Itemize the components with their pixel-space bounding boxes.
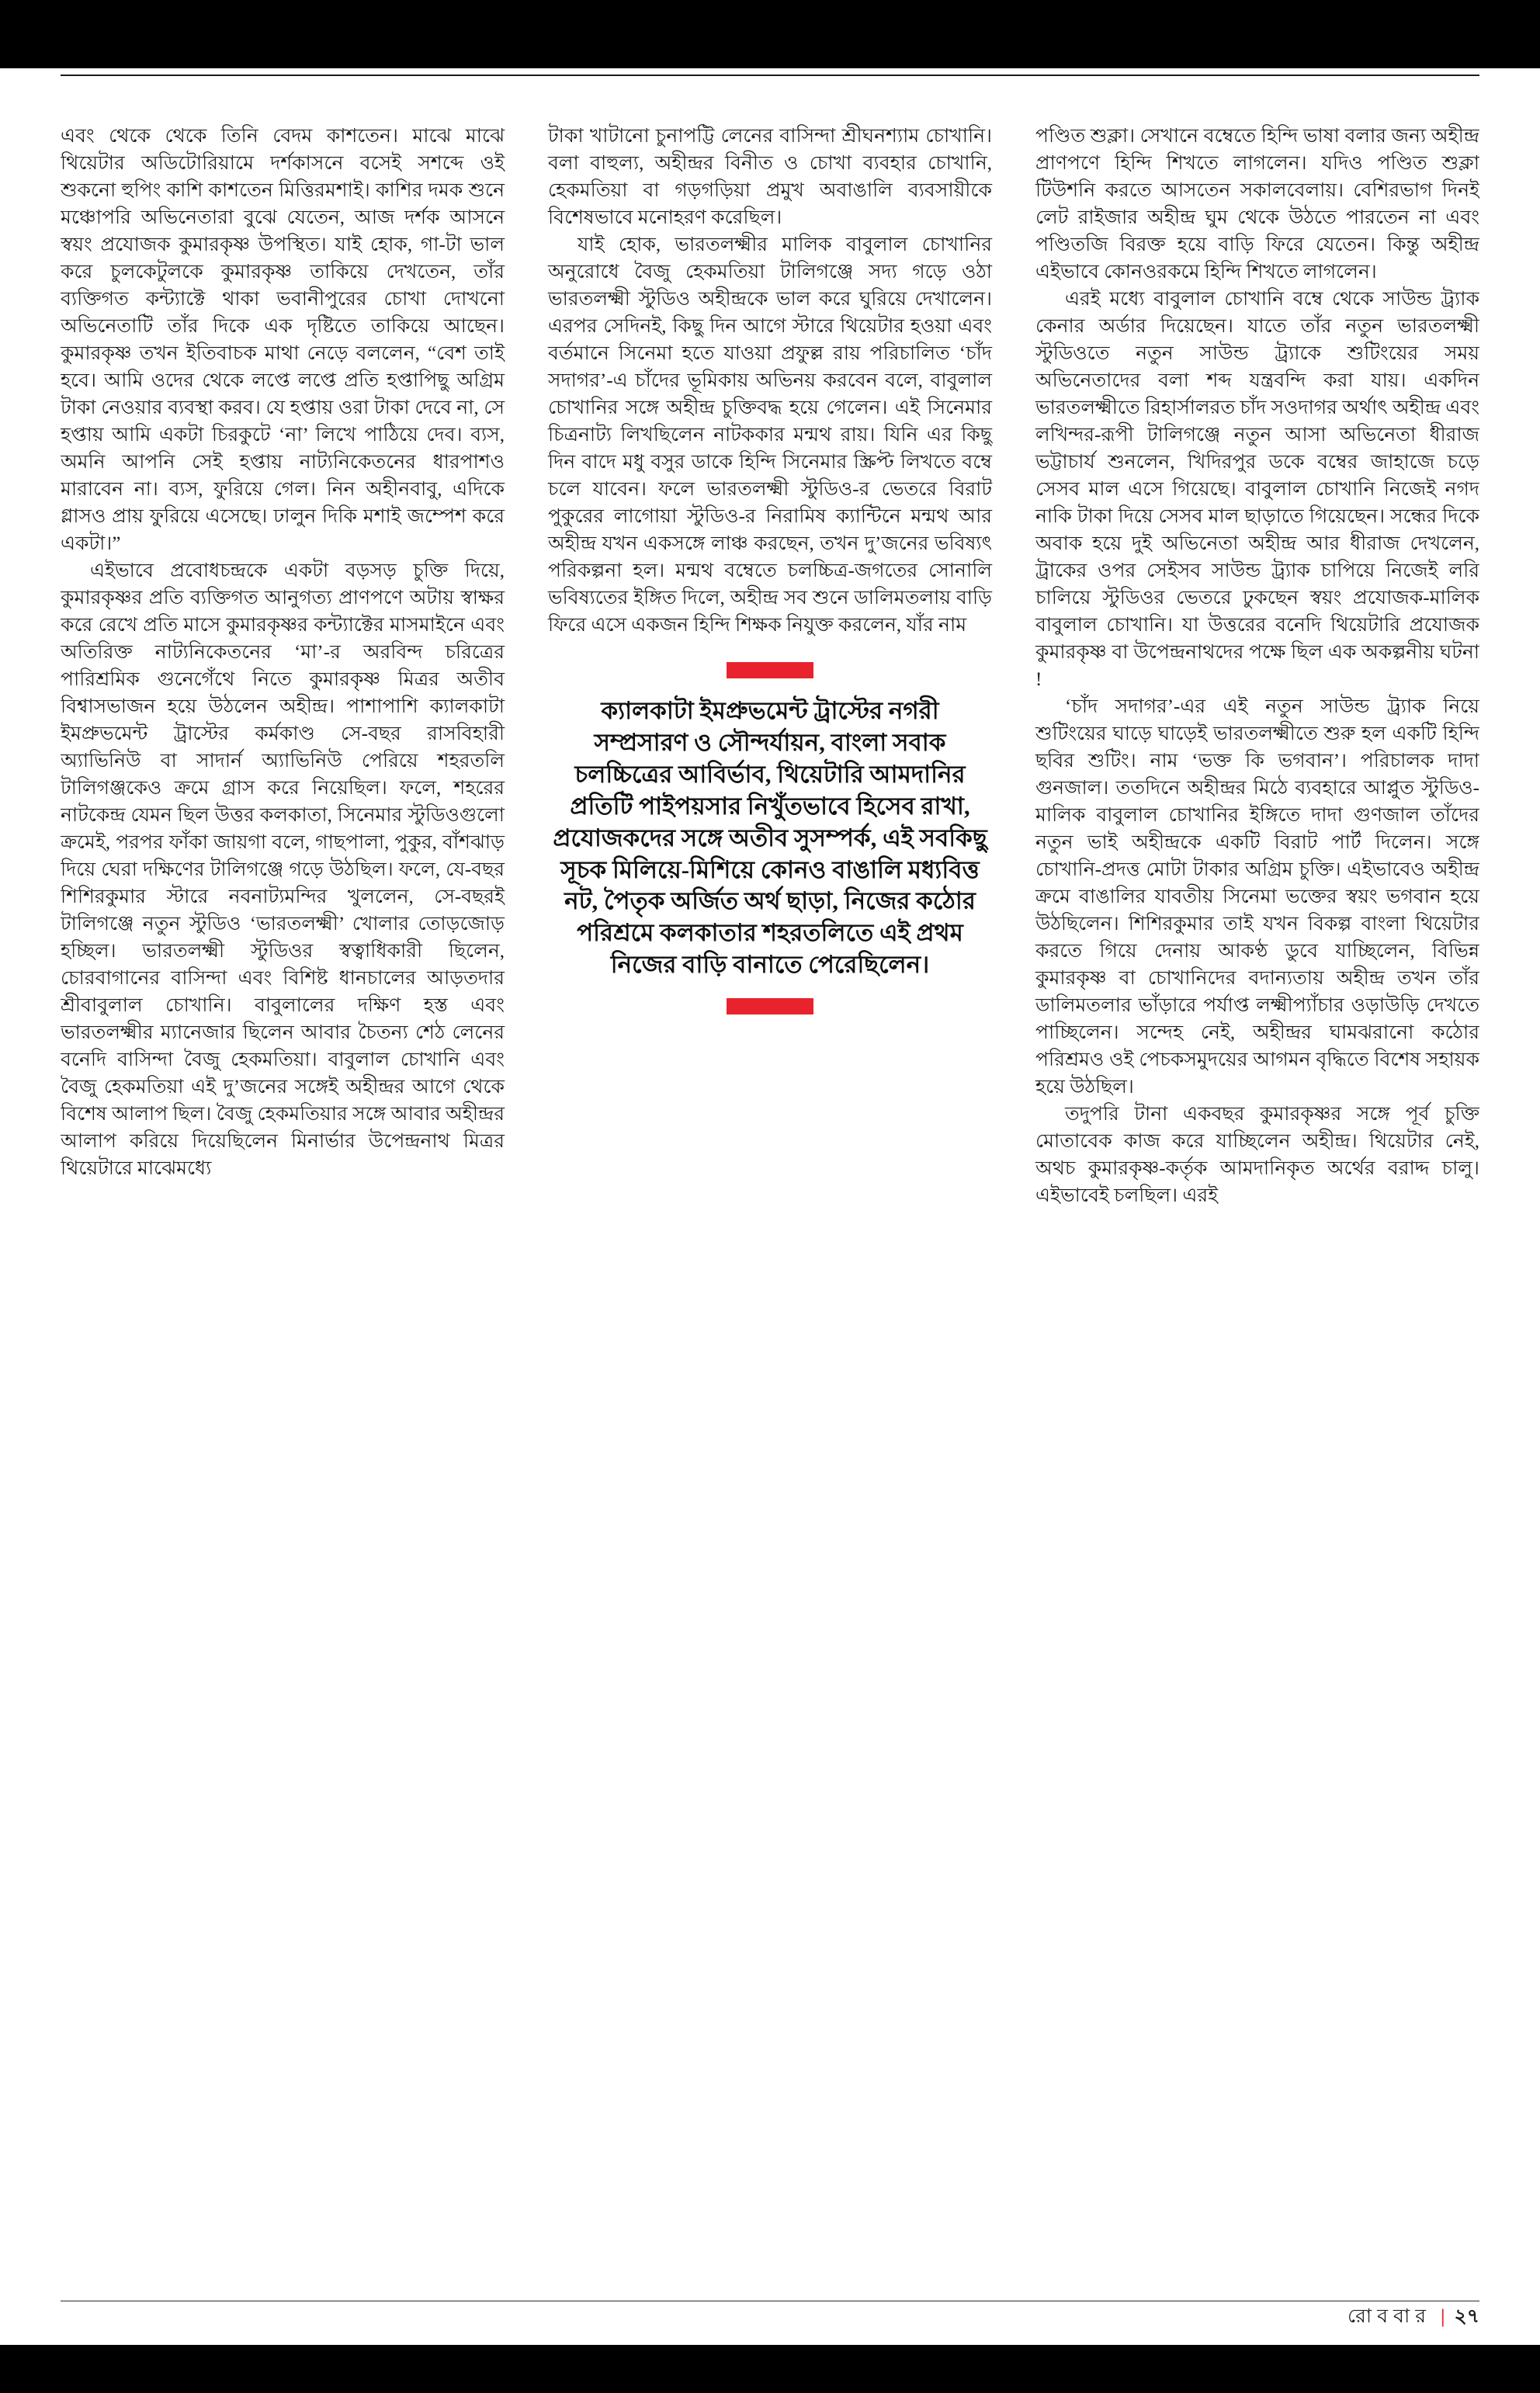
body-paragraph: এবং থেকে থেকে তিনি বেদম কাশতেন। মাঝে মাঝে থিয়েটার অডিটোরিয়ামে দর্শকাসনে বসেই সশব্দে ওই শুকনো হুপিং কাশি কাশতেন মিত্তিরমশাই। কাশির দমক শুনে মঞ্চোপরি অভিনেতারা বুঝে যেতেন, আজ দর্শক আসনে স্বয়ং প্রযোজক কুমারকৃষ্ণ উপস্থিত। যাই হোক, গা-টা ভাল করে চুলকেটুলকে কুমারকৃষ্ণ তাকিয়ে দেখতেন, তাঁর ব্যক্তিগত কন্ট্যাক্টে থাকা ভবানীপুরের চোখা দোখনো অভিনেতাটি তাঁর দিকে এক দৃষ্টিতে তাকিয়ে আছেন। কুমারকৃষ্ণ তখন ইতিবাচক মাথা নেড়ে বললেন, “বেশ তাই হবে। আমি ওদের থেকে লপ্তে লপ্তে প্রতি হপ্তাপিছু অগ্রিম টাকা নেওয়ার ব্যবস্থা করব। যে হপ্তায় ওরা টাকা দেবে না, সে হপ্তায় আমি একটা চিরকুটে ‘না’ লিখে পাঠিয়ে দেব। ব্যস, অমনি আপনি সেই হপ্তায় নাট্যনিকেতনের ধারপাশও মারাবেন না। ব্যস, ফুরিয়ে গেল। নিন অহীনবাবু, এদিকে গ্লাসও প্রায় ফুরিয়ে এসেছে। ঢালুন দিকি মশাই জম্পেশ করে একটা।” [61,126,505,554]
pullquote-text: ক্যালকাটা ইমপ্রুভমেন্ট ট্রাস্টের নগরী সম্প্রসারণ ও সৌন্দর্যায়ন, বাংলা সবাক চলচ্চিত্রের আবির্ভাব, থিয়েটারি আমদানির প্রতিটি পাইপয়সার নিখুঁতভাবে হিসেব রাখা, প্রযোজকদের সঙ্গে অতীব সুসম্পর্ক, এই সবকিছু সূচক মিলিয়ে-মিশিয়ে কোনও বাঙালি মধ্যবিত্ত নট, পৈতৃক অর্জিত অর্থ ছাড়া, নিজের কঠোর পরিশ্রমে কলকাতার শহরতলিতে এই প্রথম নিজের বাড়ি বানাতে পেরেছিলেন। [553,697,987,979]
page-footer [1348,2301,1479,2334]
footer-divider: | [1440,2306,1445,2327]
body-paragraph: টাকা খাটানো চুনাপট্টি লেনের বাসিন্দা শ্রীঘনশ্যাম চোখানি। বলা বাহুল্য, অহীন্দ্রর বিনীত ও চোখা ব্যবহার চোখানি, হেকমতিয়া বা গড়গড়িয়া প্রমুখ অবাঙালি ব্যবসায়ীকে বিশেষভাবে মনোহরণ করেছিল। [548,126,992,228]
column-3 [1035,123,1479,2288]
pull-quote [553,662,987,1014]
column-2 [548,123,992,2288]
body-paragraph: পণ্ডিত শুক্লা। সেখানে বম্বেতে হিন্দি ভাষা বলার জন্য অহীন্দ্র প্রাণপণে হিন্দি শিখতে লাগলেন। যদিও পণ্ডিত শুক্লা টিউশনি করতে আসতেন সকালবেলায়। বেশিরভাগ দিনই লেট রাইজার অহীন্দ্র ঘুম থেকে উঠতে পারতেন না এবং পণ্ডিতজি বিরক্ত হয়ে বাড়ি ফিরে যেতেন। কিন্তু অহীন্দ্র এইভাবে কোনওরকমে হিন্দি শিখতে লাগলেন। [1035,126,1479,283]
top-black-bar [0,0,1540,68]
page-number: ২৭ [1454,2306,1479,2327]
body-paragraph: তদুপরি টানা একবছর কুমারকৃষ্ণর সঙ্গে পূর্ব চুক্তি মোতাবেক কাজ করে যাচ্ছিলেন অহীন্দ্র। থিয়েটার নেই, অথচ কুমারকৃষ্ণ-কর্তৃক আমদানিকৃত অর্থের বরাদ্দ চালু। এইভাবেই চলছিল। এরই [1035,1104,1479,1206]
pullquote-bottom-red-bar [727,998,813,1014]
magazine-name: রোববার [1347,2306,1431,2327]
column-1 [61,123,505,2288]
pullquote-top-red-bar [727,662,813,678]
body-paragraph: এরই মধ্যে বাবুলাল চোখানি বম্বে থেকে সাউন্ড ট্র্যাক কেনার অর্ডার দিয়েছেন। যাতে তাঁর নতুন ভারতলক্ষ্মী স্টুডিওতে নতুন সাউন্ড ট্র্যাকে শুটিংয়ের সময় অভিনেতাদের বলা শব্দ যন্ত্রবন্দি করা যায়। একদিন ভারতলক্ষ্মীতে রিহার্সালরত চাঁদ সওদাগর অর্থাৎ অহীন্দ্র এবং লখিন্দর-রূপী টালিগঞ্জে নতুন আসা অভিনেতা ধীরাজ ভট্টাচার্য শুনলেন, খিদিরপুর ডকে বম্বের জাহাজে চড়ে সেসব মাল এসে গিয়েছে। বাবুলাল চোখানি নিজেই নগদ নাকি টাকা দিয়ে সেসব মাল ছাড়াতে গিয়েছেন। সন্ধের দিকে অবাক হয়ে দুই অভিনেতা অহীন্দ্র আর ধীরাজ দেখলেন, ট্রাকের ওপর সেইসব সাউন্ড ট্র্যাক চাপিয়ে নিজেই লরি চালিয়ে স্টুডিওর ভেতরে ঢুকছেন স্বয়ং প্রযোজক-মালিক বাবুলাল চোখানি। যা উত্তরের বনেদি থিয়েটারি প্রযোজক কুমারকৃষ্ণ বা উপেন্দ্রনাথদের পক্ষে ছিল এক অকল্পনীয় ঘটনা ! [1035,289,1479,690]
body-paragraph: এইভাবে প্রবোধচন্দ্রকে একটা বড়সড় চুক্তি দিয়ে, কুমারকৃষ্ণর প্রতি ব্যক্তিগত আনুগত্য প্রাণপণে অটায় স্বাক্ষর করে রেখে প্রতি মাসে কুমারকৃষ্ণর কন্ট্যাক্টের মাসমাইনে এবং অতিরিক্ত নাট্যনিকেতনের ‘মা’-র অরবিন্দ চরিত্রের পারিশ্রমিক গুনেগেঁথে নিতে কুমারকৃষ্ণ মিত্রর অতীব বিশ্বাসভাজন হয়ে উঠলেন অহীন্দ্র। পাশাপাশি ক্যালকাটা ইমপ্রুভমেন্ট ট্রাস্টের কর্মকাণ্ড সে-বছর রাসবিহারী অ্যাভিনিউ বা সাদার্ন অ্যাভিনিউ পেরিয়ে শহরতলি টালিগঞ্জকেও ক্রমে গ্রাস করে নিয়েছিল। ফলে, শহরের নাটকেন্দ্র যেমন ছিল উত্তর কলকাতা, সিনেমার স্টুডিওগুলো ক্রমেই, পরপর ফাঁকা জায়গা বলে, গাছপালা, পুকুর, বাঁশঝাড় দিয়ে ঘেরা দক্ষিণের টালিগঞ্জে গড়ে উঠছিল। ফলে, যে-বছর শিশিরকুমার স্টারে নবনাট্যমন্দির খুললেন, সে-বছরই টালিগঞ্জে নতুন স্টুডিও ‘ভারতলক্ষ্মী’ খোলার তোড়জোড় হচ্ছিল। ভারতলক্ষ্মী স্টুডিওর স্বত্বাধিকারী ছিলেন, চোরবাগানের বাসিন্দা এবং বিশিষ্ট ধানচালের আড়তদার শ্রীবাবুলাল চোখানি। বাবুলালের দক্ষিণ হস্ত এবং ভারতলক্ষ্মীর ম্যানেজার ছিলেন আবার চৈতন্য শেঠ লেনের বনেদি বাসিন্দা বৈজু হেকমতিয়া। বাবুলাল চোখানি এবং বৈজু হেকমতিয়া এই দু’জনের সঙ্গেই অহীন্দ্রর আগে থেকে বিশেষ আলাপ ছিল। বৈজু হেকমতিয়ার সঙ্গে আবার অহীন্দ্রর আলাপ করিয়ে দিয়েছিলেন মিনার্ভার উপেন্দ্রনাথ মিত্রর থিয়েটারে মাঝেমধ্যে [61,560,505,1179]
top-rule [61,75,1479,76]
body-paragraph: ‘চাঁদ সদাগর’-এর এই নতুন সাউন্ড ট্র্যাক নিয়ে শুটিংয়ের ঘাড়ে ঘাড়েই ভারতলক্ষ্মীতে শুরু হল একটি হিন্দি ছবির শুটিং। নাম ‘ভক্ত কি ভগবান’। পরিচালক দাদা গুনজাল। ততদিনে অহীন্দ্রর মিঠে ব্যবহারে আপ্লুত স্টুডিও-মালিক বাবুলাল চোখানির ইঙ্গিতে দাদা গুণজাল তাঁদের নতুন ভাই অহীন্দ্রকে একটি বিরাট পার্ট দিলেন। সঙ্গে চোখানি-প্রদত্ত মোটা টাকার অগ্রিম চুক্তি। এইভাবেও অহীন্দ্র ক্রমে বাঙালির যাবতীয় সিনেমা ভক্তের স্বয়ং ভগবান হয়ে উঠছিলেন। শিশিরকুমার তাই যখন বিকল্প বাংলা থিয়েটার করতে গিয়ে দেনায় আকণ্ঠ ডুবে যাচ্ছিলেন, বিভিন্ন কুমারকৃষ্ণ বা চোখানিদের বদান্যতায় অহীন্দ্র তখন তাঁর ডালিমতলার ভাঁড়ারে পর্যাপ্ত লক্ষ্মীপ্যাঁচার ওড়াউড়ি দেখতে পাচ্ছিলেন। সন্দেহ নেই, অহীন্দ্রর ঘামঝরানো কঠোর পরিশ্রমও ওই পেচকসমুদয়ের আগমন বৃদ্ধিতে বিশেষ সহায়ক হয়ে উঠছিল। [1035,696,1479,1098]
article-columns [61,123,1479,2288]
body-paragraph: যাই হোক, ভারতলক্ষ্মীর মালিক বাবুলাল চোখানির অনুরোধে বৈজু হেকমতিয়া টালিগঞ্জে সদ্য গড়ে ওঠা ভারতলক্ষ্মী স্টুডিও অহীন্দ্রকে ভাল করে ঘুরিয়ে দেখালেন। এরপর সেদিনই, কিছু দিন আগে স্টারে থিয়েটার হওয়া এবং বর্তমানে সিনেমা হতে যাওয়া প্রফুল্ল রায় পরিচালিত ‘চাঁদ সদাগর’-এ চাঁদের ভূমিকায় অভিনয় করবেন বলে, বাবুলাল চোখানির সঙ্গে অহীন্দ্র চুক্তিবদ্ধ হয়ে গেলেন। এই সিনেমার চিত্রনাট্য লিখছিলেন নাটককার মন্মথ রায়। যিনি এর কিছু দিন বাদে মধু বসুর ডাকে হিন্দি সিনেমার স্ক্রিপ্ট লিখতে বম্বে চলে যাবেন। ফলে ভারতলক্ষ্মী স্টুডিও-র ভেতরে বিরাট পুকুরের লাগোয়া স্টুডিও-র নিরামিষ ক্যান্টিনে মন্মথ আর অহীন্দ্র যখন একসঙ্গে লাঞ্চ করছেন, তখন দু’জনের ভবিষ্যৎ পরিকল্পনা হল। মন্মথ বম্বেতে চলচ্চিত্র-জগতের সোনালি ভবিষ্যতের ইঙ্গিত দিলে, অহীন্দ্র সব শুনে ডালিমতলায় বাড়ি ফিরে এসে একজন হিন্দি শিক্ষক নিযুক্ত করলেন, যাঁর নাম [548,234,992,636]
bottom-black-bar [0,2345,1540,2393]
